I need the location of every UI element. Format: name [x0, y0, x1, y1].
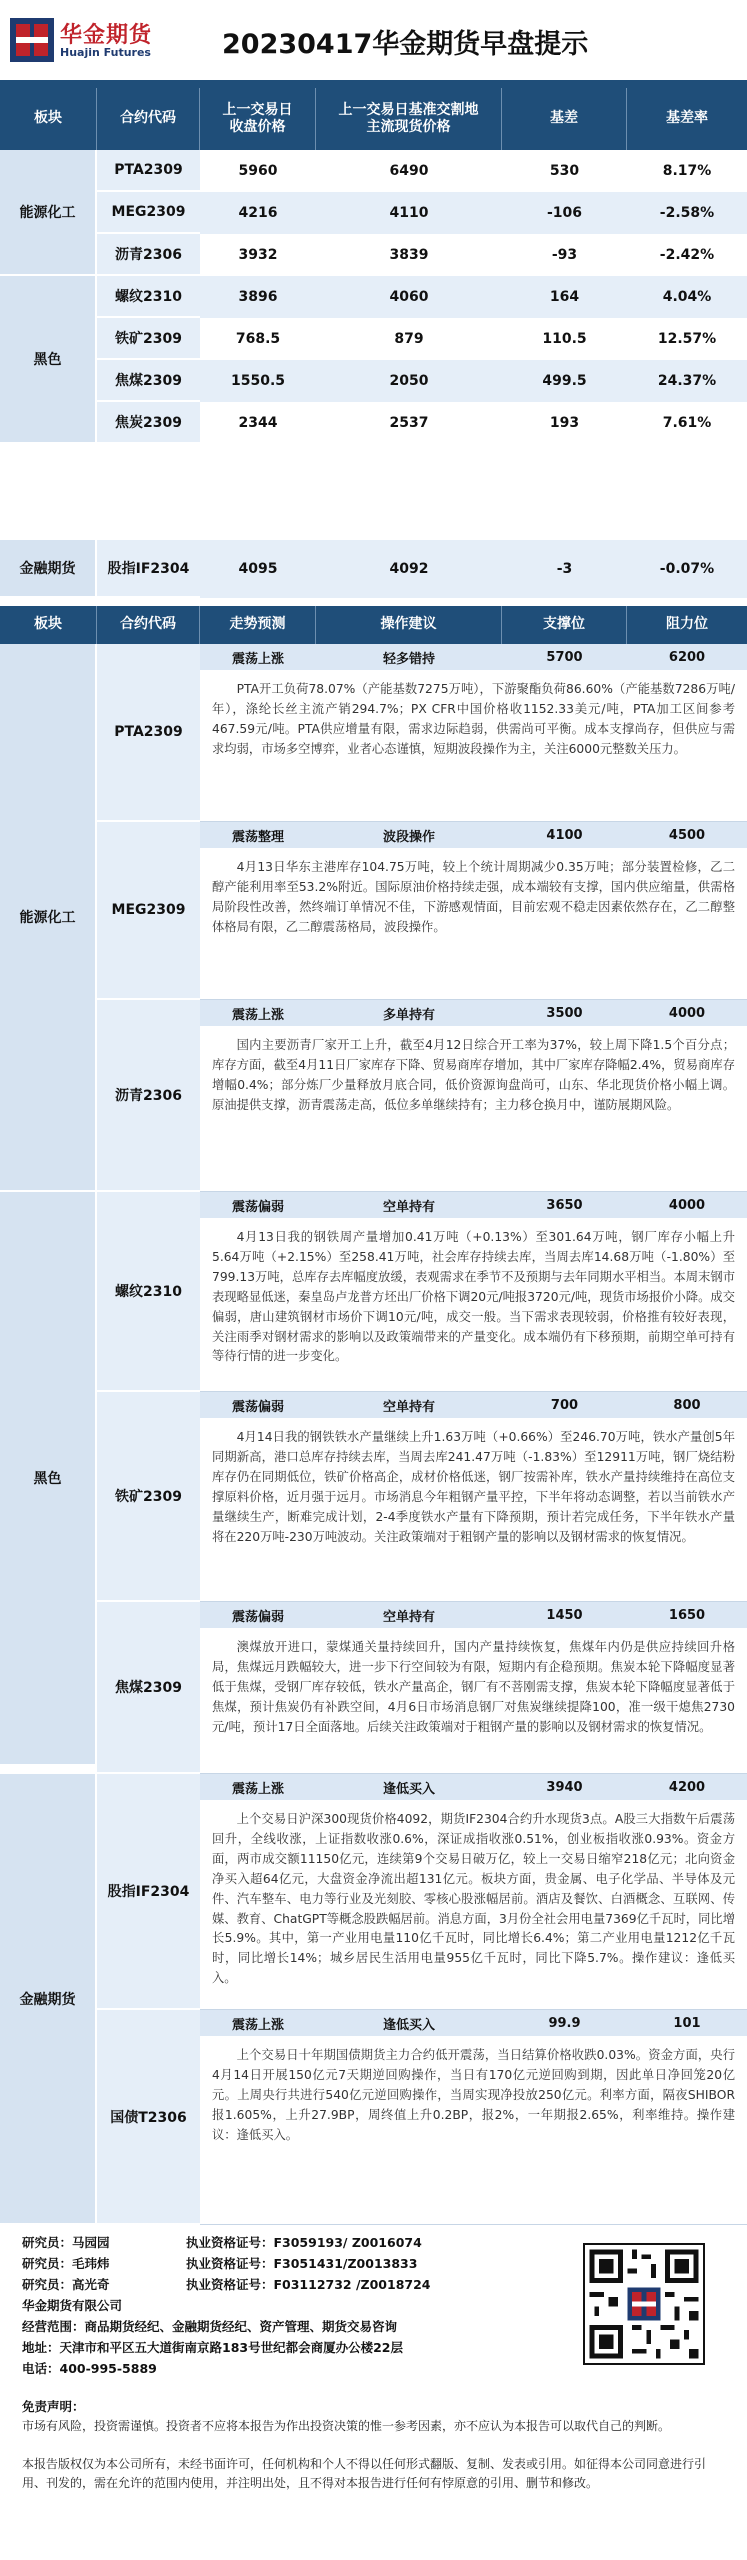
forecast-block	[200, 2010, 747, 2225]
company-address: 地址：天津市和平区五大道街南京路183号世纪都会商厦办公楼22层	[22, 2340, 403, 2355]
analyst-1-name: 研究员：马园园	[22, 2235, 110, 2250]
advice-cell: 波段操作	[382, 829, 435, 845]
header-support: 支撑位	[502, 606, 627, 644]
trend-cell: 震荡整理	[231, 829, 284, 845]
header-basis-rate: 基差率	[666, 110, 708, 127]
analysis-text: 上个交易日十年期国债期货主力合约低开震荡，当日结算价格收跌0.03%。资金方面，央行4月14日开展150亿元7天期逆回购操作，当日有170亿元逆回购到期，因此单日净回笼20亿元。上周央行共进行540亿元逆回购操作，当周实现净投放250亿元。利率方面，隔夜SHIBOR报1.605%，上升27.9BP，周终值上升0.2BP，报2%，一年期报2.65%，利率维持。操作建议：逢低买入。	[212, 2048, 735, 2142]
header-divider	[0, 80, 747, 88]
contract-cell: 焦煤2309	[97, 360, 200, 402]
header-resistance: 阻力位	[666, 616, 708, 633]
close-price-cell: 4216	[238, 205, 278, 221]
analyst-1-cert: 执业资格证号：F3059193/ Z0016074	[186, 2235, 422, 2250]
report-header	[0, 0, 747, 80]
basis-rate-cell: 24.37%	[657, 373, 717, 389]
page-title: 20230417华金期货早盘提示	[222, 29, 589, 60]
resistance-cell: 4000	[668, 1197, 706, 1213]
advice-table-header	[0, 606, 747, 644]
contract-cell: 沥青2306	[97, 234, 200, 276]
forecast-summary-bar	[200, 644, 747, 670]
business-scope: 经营范围：商品期货经纪、金融期货经纪、资产管理、期货交易咨询	[22, 2319, 398, 2334]
table-row	[97, 360, 747, 402]
basis-cell: 530	[549, 163, 580, 179]
analyst-2-cert: 执业资格证号：F3051431/Z0013833	[186, 2256, 418, 2271]
basis-cell: 499.5	[542, 373, 587, 389]
resistance-cell: 101	[673, 2015, 701, 2031]
resistance-cell: 6200	[668, 649, 706, 665]
company-phone: 电话：400-995-5889	[22, 2361, 157, 2376]
advice-cell: 逢低买入	[382, 2017, 435, 2033]
advice-cell: 逢低买入	[382, 1781, 435, 1797]
sector-label: 黑色	[0, 1192, 97, 1766]
sector-label: 金融期货	[0, 540, 97, 598]
analysis-text: PTA开工负荷78.07%（产能基数7275万吨），下游聚酯负荷86.60%（产能基数7286万吨/年），涤纶长丝主流产销294.7%；PX CFR中国价格收1152.33美元/吨，PTA加工区间参考467.59元/吨。PTA供应增量有限，需求边际趋弱，供需尚可平衡。成本支撑尚存，但供应与需求均弱，市场多空博弈，业者心态谨慎，短期波段操作为主，关注6000元整数关压力。	[212, 682, 735, 756]
analyst-3-cert: 执业资格证号：F03112732 /Z0018724	[186, 2277, 431, 2292]
logo-chinese-name: 华金期货	[60, 23, 153, 48]
forecast-summary-bar	[200, 1602, 747, 1628]
advice-cell: 空单持有	[382, 1199, 435, 1215]
basis-rate-cell: 4.04%	[662, 289, 712, 305]
forecast-summary-bar	[200, 1192, 747, 1218]
trend-cell: 震荡偏弱	[231, 1609, 284, 1625]
header-contract: 合约代码	[97, 88, 200, 150]
basis-rate-cell: -2.42%	[659, 247, 715, 263]
analyst-2-name: 研究员：毛玮炜	[22, 2256, 110, 2271]
close-price-cell: 2344	[238, 415, 278, 431]
forecast-block	[200, 1602, 747, 1774]
resistance-cell: 800	[673, 1397, 701, 1413]
sector-label: 金融期货	[0, 1774, 97, 2225]
analysis-text: 4月13日我的钢铁周产量增加0.41万吨（+0.13%）至301.64万吨，钢厂库存小幅上升5.64万吨（+2.15%）至258.41万吨，社会库存持续去库，当周去库14.68万吨（-1.80%）至799.13万吨，总库存去库幅度放缓，表观需求在季节不及预期与去年同期水平相当。本周末钢市表现略显低迷，秦皇岛卢龙普方坯出厂价格下调20元/吨报3720元/吨，现货市场报价小降。成交偏弱，唐山建筑钢材市场价下调10元/吨，成交一般。当下需求表现较弱，价格推有较好表现，关注雨季对钢材需求的影响以及政策端带来的产量变化。成本端仍有下移预期，前期空单可持有等待行情的进一步变化。	[212, 1230, 735, 1364]
qr-code-icon	[583, 2243, 705, 2365]
analysis-text: 国内主要沥青厂家开工上升，截至4月12日综合开工率为37%，较上周下降1.5个百分点；库存方面，截至4月11日厂家库存下降、贸易商库存增加，其中厂家库存降幅2.4%，贸易商库存增幅0.4%；部分炼厂少量释放月底合同，低价资源询盘尚可，山东、华北现货价格小幅上调。原油提供支撑，沥青震荡走高，低位多单继续持有；主力移仓换月中，谨防展期风险。	[212, 1038, 735, 1112]
basis-cell: -93	[551, 247, 578, 263]
contract-cell: MEG2309	[97, 192, 200, 234]
basis-rate-cell: 7.61%	[662, 415, 712, 431]
disclaimer-title: 免责声明：	[22, 2399, 85, 2414]
table-row	[97, 150, 747, 192]
table-row	[97, 402, 747, 444]
close-price-cell: 3932	[238, 247, 278, 263]
analyst-3-name: 研究员：高光奇	[22, 2277, 110, 2292]
contract-cell: MEG2309	[97, 822, 200, 1000]
contract-cell: 螺纹2310	[97, 276, 200, 318]
resistance-cell: 4000	[668, 1005, 706, 1021]
spot-price-cell: 4092	[389, 561, 429, 577]
trend-cell: 震荡偏弱	[231, 1199, 284, 1215]
basis-rate-cell: 12.57%	[657, 331, 717, 347]
advice-cell: 多单持有	[382, 1007, 435, 1023]
disclaimer-risk: 市场有风险，投资需谨慎。投资者不应将本报告为作出投资决策的惟一参考因素，亦不应认为本报告可以取代自己的判断。	[22, 2419, 671, 2433]
contract-cell: 螺纹2310	[97, 1192, 200, 1392]
close-price-cell: 4095	[238, 561, 278, 577]
analysis-text: 澳煤放开进口，蒙煤通关量持续回升，国内产量持续恢复，焦煤年内仍是供应持续回升格局，焦煤远月跌幅较大，进一步下行空间较为有限，短期内有企稳预期。焦炭本轮下降幅度显著低于焦煤，受钢厂库存较低，铁水产量高企，钢厂有不菩刚需支撑，焦炭本轮下降幅度显著低于焦煤，预计焦炭仍有补跌空间，4月6日市场消息钢厂对焦炭继续提降100，准一级干熄焦2730元/吨，预计17日全面落地。后续关注政策端对于粗钢产量的影响以及钢材需求的恢复情况。	[212, 1640, 735, 1734]
advice-cell: 轻多错持	[382, 651, 435, 667]
advice-cell: 空单持有	[382, 1399, 435, 1415]
header-spot-price: 上一交易日基准交割地 主流现货价格	[316, 88, 502, 150]
spot-price-cell: 4110	[389, 205, 429, 221]
header-trend: 走势预测	[200, 606, 316, 644]
contract-cell: 沥青2306	[97, 1000, 200, 1192]
spot-price-cell: 4060	[389, 289, 429, 305]
basis-table-header	[0, 88, 747, 150]
spot-price-cell: 2050	[389, 373, 429, 389]
forecast-summary-bar	[200, 822, 747, 848]
contract-cell: 焦炭2309	[97, 402, 200, 444]
header-basis: 基差	[502, 88, 627, 150]
close-price-cell: 768.5	[235, 331, 281, 347]
table-row	[97, 540, 747, 598]
forecast-summary-bar	[200, 1000, 747, 1026]
basis-cell: 193	[549, 415, 580, 431]
header-contract-2: 合约代码	[97, 606, 200, 644]
support-cell: 99.9	[548, 2015, 581, 2031]
forecast-block	[200, 822, 747, 1000]
table-row	[97, 318, 747, 360]
trend-cell: 震荡上涨	[231, 651, 284, 667]
resistance-cell: 4200	[668, 1779, 706, 1795]
contract-cell: PTA2309	[97, 150, 200, 192]
analysis-text: 4月13日华东主港库存104.75万吨，较上个统计周期减少0.35万吨；部分装置检修，乙二醇产能利用率至53.2%附近。国际原油价格持续走强，成本端较有支撑，国内供应缩量，供需格局阶段性改善，然终端订单情况不佳，下游感观情面，目前宏观不稳走因素依然存在，乙二醇整体格局有限，乙二醇震荡格局，波段操作。	[212, 860, 735, 934]
trend-cell: 震荡上涨	[231, 1007, 284, 1023]
support-cell: 3500	[546, 1005, 583, 1021]
basis-cell: 164	[549, 289, 580, 305]
support-cell: 700	[550, 1397, 579, 1413]
spot-price-cell: 879	[394, 331, 424, 347]
contract-cell: 国债T2306	[97, 2010, 200, 2225]
support-cell: 5700	[546, 649, 583, 665]
table-row	[97, 234, 747, 276]
disclaimer-copyright: 本报告版权仅为本公司所有，未经书面许可，任何机构和个人不得以任何形式翻版、复制、发表或引用。如征得本公司同意进行引用、刊发的，需在允许的范围内使用，并注明出处，且不得对本报告进行任何有悖原意的引用、删节和修改。	[22, 2457, 707, 2490]
analysis-text: 上个交易日沪深300现货价格4092，期货IF2304合约升水现货3点。A股三大指数午后震荡回升，全线收涨，上证指数收涨0.6%，深证成指收涨0.51%，创业板指收涨0.93%。资金方面，两市成交额11150亿元，连续第9个交易日破万亿，较上一交易日缩窄218亿元；北向资金净买入超64亿元，大盘资金净流出超131亿元。板块方面，贵金属、电子化学品、半导体及元件、汽车整车、电力等行业及光刻胶、零核心股涨幅居前。酒店及餐饮、白酒概念、互联网、传媒、教育、ChatGPT等概念股跌幅居前。消息方面，3月份全社会用电量7369亿千瓦时，同比增长5.9%。其中，第一产业用电量110亿千瓦时，同比增长6.4%；第二产业用电量1212亿千瓦时，同比增长14%；城乡居民生活用电量955亿千瓦时，同比下降5.7%。操作建议：逢低买入。	[212, 1812, 735, 1986]
forecast-summary-bar	[200, 1392, 747, 1418]
spot-price-cell: 3839	[389, 247, 429, 263]
support-cell: 1450	[546, 1607, 583, 1623]
forecast-block	[200, 644, 747, 822]
header-prev-close: 上一交易日 收盘价格	[200, 88, 316, 150]
resistance-cell: 4500	[668, 827, 706, 843]
logo-english-name: Huajin Futures	[60, 46, 151, 59]
forecast-block	[200, 1192, 747, 1392]
basis-rate-cell: -0.07%	[659, 561, 715, 577]
contract-cell: PTA2309	[97, 644, 200, 822]
forecast-block	[200, 1392, 747, 1602]
basis-rate-cell: 8.17%	[662, 163, 712, 179]
header-sector: 板块	[0, 88, 97, 150]
sector-label: 黑色	[0, 276, 97, 444]
header-sector-2: 板块	[0, 606, 97, 644]
support-cell: 3650	[546, 1197, 583, 1213]
advice-cell: 空单持有	[382, 1609, 435, 1625]
basis-rate-cell: -2.58%	[659, 205, 715, 221]
close-price-cell: 5960	[238, 163, 278, 179]
basis-cell: -106	[546, 205, 583, 221]
header-advice: 操作建议	[316, 606, 502, 644]
table-row	[97, 276, 747, 318]
sector-label: 能源化工	[0, 150, 97, 276]
spot-price-cell: 6490	[389, 163, 429, 179]
forecast-block	[200, 1000, 747, 1192]
basis-cell: 110.5	[542, 331, 587, 347]
table-gap	[0, 486, 747, 540]
contract-cell: 股指IF2304	[97, 1774, 200, 2010]
contract-cell: 股指IF2304	[97, 540, 200, 598]
forecast-block	[200, 1774, 747, 2010]
analysis-text: 4月14日我的钢铁铁水产量继续上升1.63万吨（+0.66%）至246.70万吨，铁水产量创5年同期新高，港口总库存持续去库，当周去库241.47万吨（-1.83%）至12911万吨，钢厂烧结粉库存仍在同期低位，铁矿价格高企，成材价格低迷，钢厂按需补库，铁水产量持续维持在高位支撑原料价格，近月强于远月。市场消息今年粗钢产量平控，下半年将动态调整，若以当前铁水产量继续生产，断难完成计划，2-4季度铁水产量有下降预期，预计若完成任务，下半年铁水产量将在220万吨-230万吨波动。关注政策端对于粗钢产量的影响以及钢材需求的恢复情况。	[212, 1430, 735, 1544]
close-price-cell: 1550.5	[230, 373, 286, 389]
forecast-summary-bar	[200, 1774, 747, 1800]
trend-cell: 震荡偏弱	[231, 1399, 284, 1415]
resistance-cell: 1650	[668, 1607, 706, 1623]
support-cell: 4100	[546, 827, 583, 843]
trend-cell: 震荡上涨	[231, 2017, 284, 2033]
forecast-summary-bar	[200, 2010, 747, 2036]
trend-cell: 震荡上涨	[231, 1781, 284, 1797]
spot-price-cell: 2537	[389, 415, 429, 431]
contract-cell: 铁矿2309	[97, 318, 200, 360]
contract-cell: 铁矿2309	[97, 1392, 200, 1602]
huajin-logo-icon	[10, 18, 54, 62]
close-price-cell: 3896	[238, 289, 278, 305]
report-footer	[0, 2225, 747, 2560]
contract-cell: 焦煤2309	[97, 1602, 200, 1774]
basis-cell: -3	[556, 561, 573, 577]
support-cell: 3940	[546, 1779, 583, 1795]
table-row	[97, 192, 747, 234]
company-name: 华金期货有限公司	[22, 2298, 123, 2313]
sector-label: 能源化工	[0, 644, 97, 1192]
